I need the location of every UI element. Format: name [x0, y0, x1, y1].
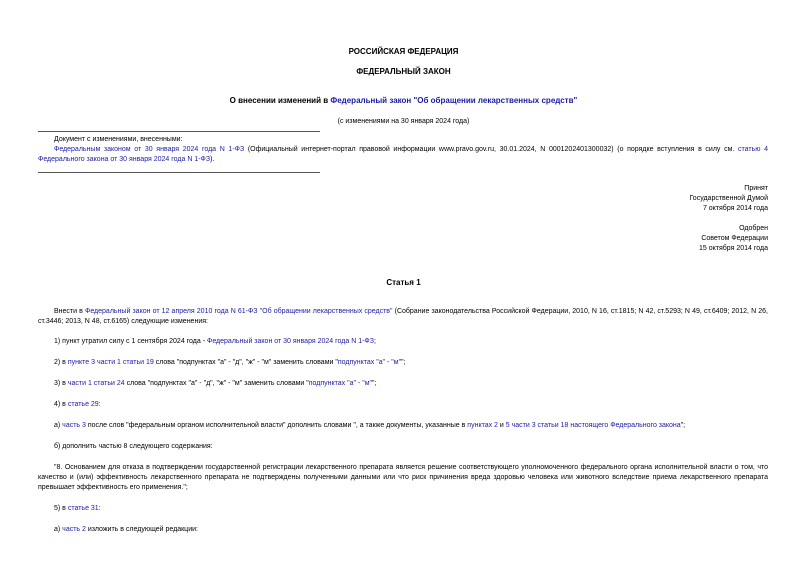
- points2-link[interactable]: пунктах 2: [467, 422, 498, 429]
- article29-link[interactable]: статье 29: [67, 401, 99, 408]
- subparagraphs-link-1[interactable]: подпунктах "а" - "м": [337, 359, 402, 366]
- amending-law-link[interactable]: Федеральным законом от 30 января 2024 года N 1-ФЗ: [54, 146, 245, 153]
- item-1: 1) пункт утратил силу с 1 сентября 2024 года - Федеральный закон от 30 января 2024 года N 1-ФЗ;: [54, 338, 376, 345]
- doc-type-heading: ФЕДЕРАЛЬНЫЙ ЗАКОН: [356, 67, 451, 76]
- part2-link[interactable]: часть 2: [62, 526, 86, 533]
- country-heading: РОССИЙСКАЯ ФЕДЕРАЦИЯ: [348, 47, 459, 56]
- changes-top-rule: [38, 131, 320, 132]
- item-5a: а) часть 2 изложить в следующей редакции:: [54, 526, 198, 533]
- article-title: Статья 1: [386, 278, 421, 287]
- document-title: [0, 96, 807, 106]
- item-2: 2) в пункте 3 части 1 статьи 19 слова "подпунктах "а" - "д", "ж" - "м" заменить словами "подпунктах "а" - "м"";: [54, 359, 406, 366]
- article4-link[interactable]: статью 4 Федерального закона от 30 января 2024 года N 1-ФЗ: [38, 146, 768, 163]
- changes-text: Федеральным законом от 30 января 2024 года N 1-ФЗ (Официальный интернет-портал правовой информации www.pravo.gov.ru, 30.01.2024, N 0001202401300032) (о порядке вступления в силу см. статью 4 Федерального закона от 30 января 2024 года N 1-ФЗ).: [38, 146, 768, 163]
- adoption-council: Одобрен Советом Федерации 15 октября 2014 года: [699, 225, 768, 252]
- changes-box: [38, 135, 768, 165]
- article31-link[interactable]: статье 31: [67, 505, 99, 512]
- item-4: 4) в статье 29:: [54, 401, 101, 408]
- item-4b: б) дополнить частью 8 следующего содержания:: [54, 443, 213, 450]
- title-law-link[interactable]: Федеральный закон "Об обращении лекарственных средств": [330, 96, 578, 105]
- law-1fz-link[interactable]: Федеральный закон от 30 января 2024 года N 1-ФЗ: [207, 338, 374, 345]
- item-4b-text: "8. Основанием для отказа в подтверждении государственной регистрации лекарственного препарата является решение соответствующего уполномоченного федерального органа исполнительной власти о том, что качество и (или) эффективность лекарственного препарата не подтверждены полученными данными или что риск причинения вреда здоровью человека или животного вследствие приема лекарственного препарата превышает эффективность его применения.";: [38, 464, 768, 491]
- item-4a: а) часть 3 после слов "федеральным органом исполнительной власти" дополнить словами ", а также документы, указанные в пунктах 2 и 5 части 3 статьи 18 настоящего Федерального закона";: [54, 422, 686, 429]
- subparagraphs-link-2[interactable]: подпунктах "а" - "м": [308, 380, 372, 387]
- item-5: 5) в статье 31:: [54, 505, 101, 512]
- changes-bottom-rule: [38, 172, 320, 173]
- title-prefix: О внесении изменений в: [229, 96, 331, 105]
- adoption-duma: Принят Государственной Думой 7 октября 2014 года: [689, 185, 768, 212]
- article18-link[interactable]: 5 части 3 статьи 18 настоящего Федерального закона: [505, 422, 681, 429]
- law-61fz-link[interactable]: Федеральный закон от 12 апреля 2010 года N 61-ФЗ "Об обращении лекарственных средств": [85, 308, 393, 315]
- article-intro: Внести в Федеральный закон от 12 апреля 2010 года N 61-ФЗ "Об обращении лекарственных средств" (Собрание законодательства Российской Федерации, 2010, N 16, ст.1815; N 42, ст.5293; N 49, ст.6409; 2012, N 26, ст.3446; 2013, N 48, ст.6165) следующие изменения:: [38, 308, 768, 325]
- part3-link[interactable]: часть 3: [62, 422, 86, 429]
- article24-link[interactable]: части 1 статьи 24: [67, 380, 125, 387]
- changes-label: Документ с изменениями, внесенными:: [54, 136, 183, 143]
- item-3: 3) в части 1 статьи 24 слова "подпунктах "а" - "д", "ж" - "м" заменить словами "подпунктах "а" - "м"";: [54, 380, 377, 387]
- edition-note: (с изменениями на 30 января 2024 года): [337, 118, 470, 125]
- article19-link[interactable]: пункте 3 части 1 статьи 19: [67, 359, 154, 366]
